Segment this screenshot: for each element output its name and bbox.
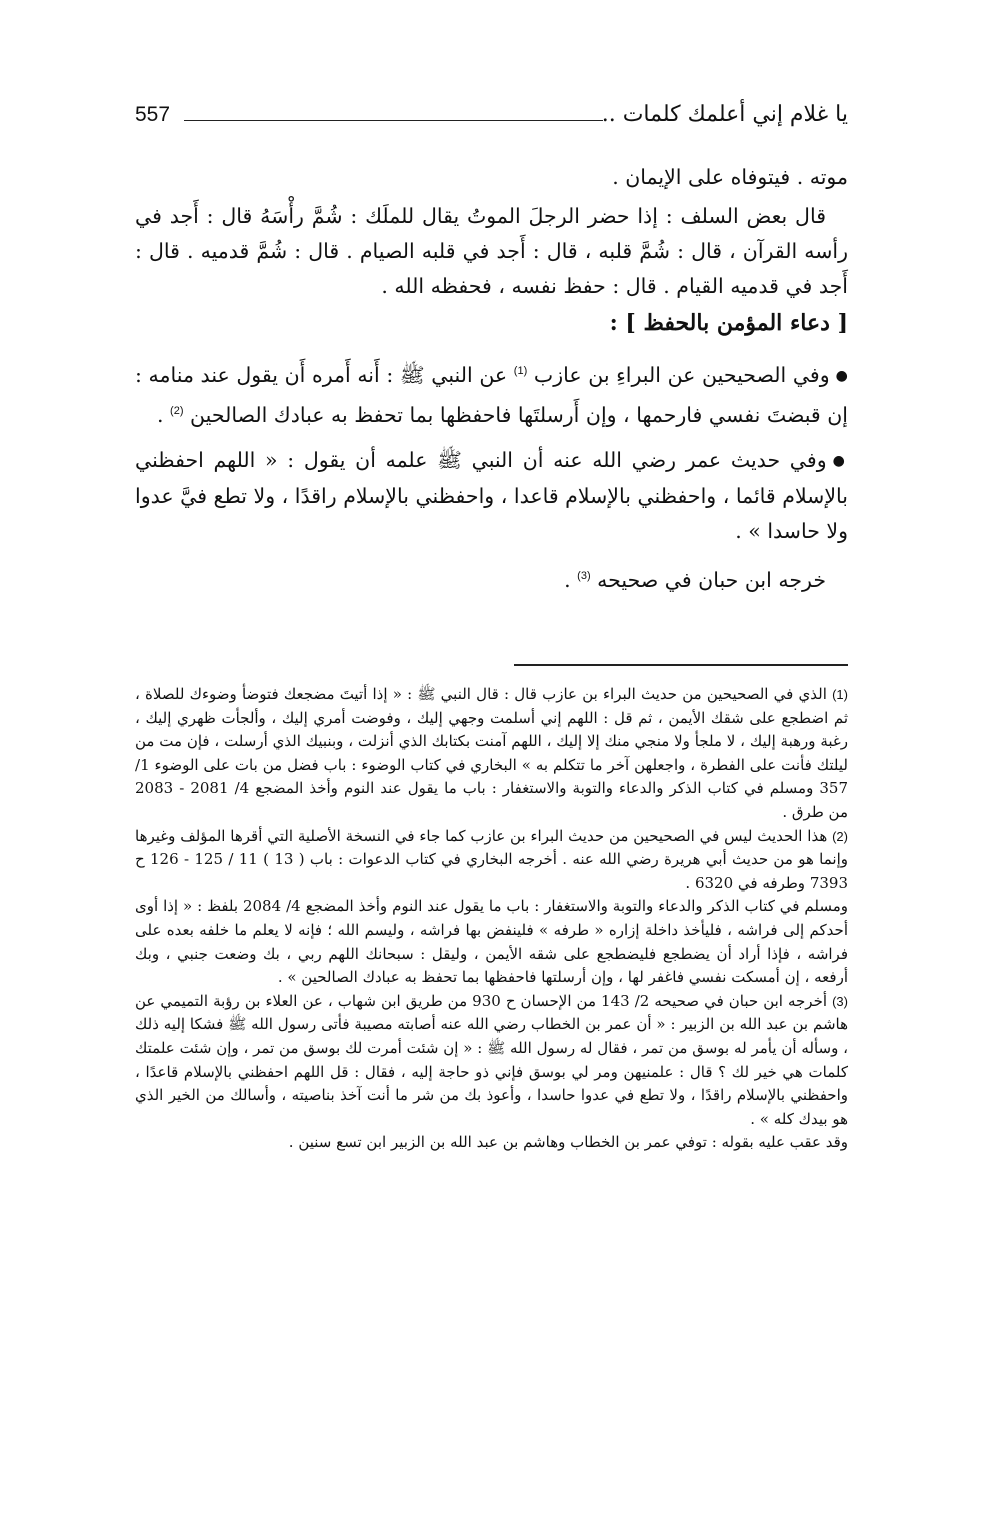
- footnote: [135, 825, 848, 896]
- paragraph-end: .: [156, 402, 164, 427]
- footnote-number: (3): [832, 993, 848, 1009]
- footnote-text: الذي في الصحيحين من حديث البراء بن عازب قال : قال النبي ﷺ : « إذا أتيتَ مضجعك فتوضأ وضوءك للصلاة ، ثم اضطجع على شقك الأيمن ، ثم قل : اللهم إني أسلمت وجهي إليك ، وفوضت أمري إليك ، وألجأت ظهري إليك ، رغبة ورهبة إليك ، لا ملجأ ولا منجي منك إلا إليك ، اللهم آمنت بكتابك الذي أنزلت ، وبنبيك الذي أرسلت ، فإن مت من ليلتك فأنت على الفطرة ، واجعلهن آخر ما تتكلم به » البخاري في كتاب الوضوء : باب فضل من بات على الوضوء 1/ 357 ومسلم في كتاب الذكر والدعاء والتوبة والاستغفار : باب ما يقول عند النوم وأخذ المضجع 4/ 2081 - 2083 من طرق .: [135, 685, 848, 821]
- footnote: [135, 683, 848, 825]
- footnote-ref: (3): [577, 569, 591, 582]
- running-title: يا غلام إني أعلمك كلمات ..: [601, 102, 848, 127]
- section-heading: [ دعاء المؤمن بالحفظ ] :: [609, 310, 848, 336]
- footnote-number: (2): [832, 828, 848, 844]
- paragraph-text: خرجه ابن حبان في صحيحه: [597, 567, 826, 592]
- paragraph-text: عن النبي ﷺ : أَنه أَمره أَن يقول عند منامه : إن قبضتَ نفسي فارحمها ، وإن أَرسلتَها فاحفظها بما تحفظ به عبادك الصالحين: [135, 362, 848, 427]
- footnote-separator: [514, 664, 848, 666]
- paragraph: [135, 443, 848, 549]
- paragraph: موته . فيتوفاه على الإيمان .: [612, 165, 848, 189]
- footnote-continuation: ومسلم في كتاب الذكر والدعاء والتوبة والاستغفار : باب ما يقول عند النوم وأخذ المضجع 4/ 2084 بلفظ : « إذا أوى أحدكم إلى فراشه ، فليأخذ داخلة إزاره « طرفه » فلينفض بها فراشه ، وليسم الله ؛ فإنه لا يعلم ما خلفه بعده على فراشه ، فإذا أراد أن يضطجع فليضطجع على شقه الأيمن ، وليقل : سبحانك اللهم ربي ، بك وضعت جنبي ، وبك أرفعه ، إن أمسكت نفسي فاغفر لها ، وإن أرسلتها فاحفظها بما تحفظ به عبادك الصالحين » .: [135, 897, 848, 987]
- paragraph: [135, 559, 848, 598]
- paragraph-end: .: [564, 567, 571, 592]
- footnote: [135, 990, 848, 1132]
- paragraph-text: وفي الصحيحين عن البراءِ بن عازب: [533, 362, 830, 387]
- footnote-ref: (2): [170, 404, 184, 417]
- paragraph: [135, 354, 848, 433]
- main-text: [135, 160, 848, 597]
- bullet-icon: ●: [835, 367, 848, 384]
- footnote-continuation: وقد عقب عليه بقوله : توفي عمر بن الخطاب وهاشم بن عبد الله بن الزبير ابن تسع سنين .: [288, 1133, 848, 1152]
- paragraph-text: وفي حديث عمر رضي الله عنه أن النبي ﷺ علمه أن يقول : « اللهم احفظني بالإسلام قائما ، واحفظني بالإسلام قاعدا ، واحفظني بالإسلام راقدًا ، ولا تطع فيَّ عدوا ولا حاسدا » .: [135, 447, 848, 543]
- footnote-ref: (1): [513, 365, 528, 377]
- footnote-text: أخرجه ابن حبان في صحيحه 2/ 143 من الإحسان ح 930 من طريق ابن شهاب ، عن العلاء بن رؤبة التميمي عن هاشم بن عبد الله بن الزبير : « أن عمر بن الخطاب رضي الله عنه أصابته مصيبة فأتى رسول الله ﷺ فشكا إليه ذلك ، وسأله أن يأمر له بوسق من تمر ، فقال له رسول الله ﷺ : « إن شئت أمرت لك بوسق من تمر ، وإن شئت علمتك كلمات هي خير لك ؟ قال : علمنيهن ومر لي بوسق فإني ذو حاجة إليه ، فقال : قل اللهم احفظني بالإسلام قاعدًا ، واحفظني بالإسلام راقدًا ، ولا تطع في عدوا حاسدا ، وأعوذ بك من شر ما أنت آخذ بناصيته ، وأسالك من الخير الذي هو بيدك كله » .: [135, 991, 848, 1128]
- footnote-text: هذا الحديث ليس في الصحيحين من حديث البراء بن عازب كما جاء في النسخة الأصلية التي أقرها المؤلف وغيرها وإنما هو من حديث أبي هريرة رضي الله عنه . أخرجه البخاري في كتاب الدعوات : باب ( 13 ) 11 / 125 - 126 ح 7393 وطرفه في 6320 .: [135, 826, 849, 892]
- footnote-number: (1): [832, 687, 848, 702]
- page-number: 557: [135, 103, 171, 126]
- paragraph: قال بعض السلف : إذا حضر الرجلَ الموتُ يقال للملَك : شُمَّ رأْسَهُ قال : أَجد في رأسه القرآن ، قال : شُمَّ قلبه ، قال : أَجد في قلبه الصيام . قال : شُمَّ قدميه . قال : أَجد في قدميه القيام . قال : حفظ نفسه ، فحفظه الله .: [135, 204, 848, 298]
- footnotes: [135, 683, 848, 1155]
- bullet-icon: ●: [832, 452, 848, 469]
- page-header: [135, 100, 848, 134]
- header-rule: [184, 120, 603, 121]
